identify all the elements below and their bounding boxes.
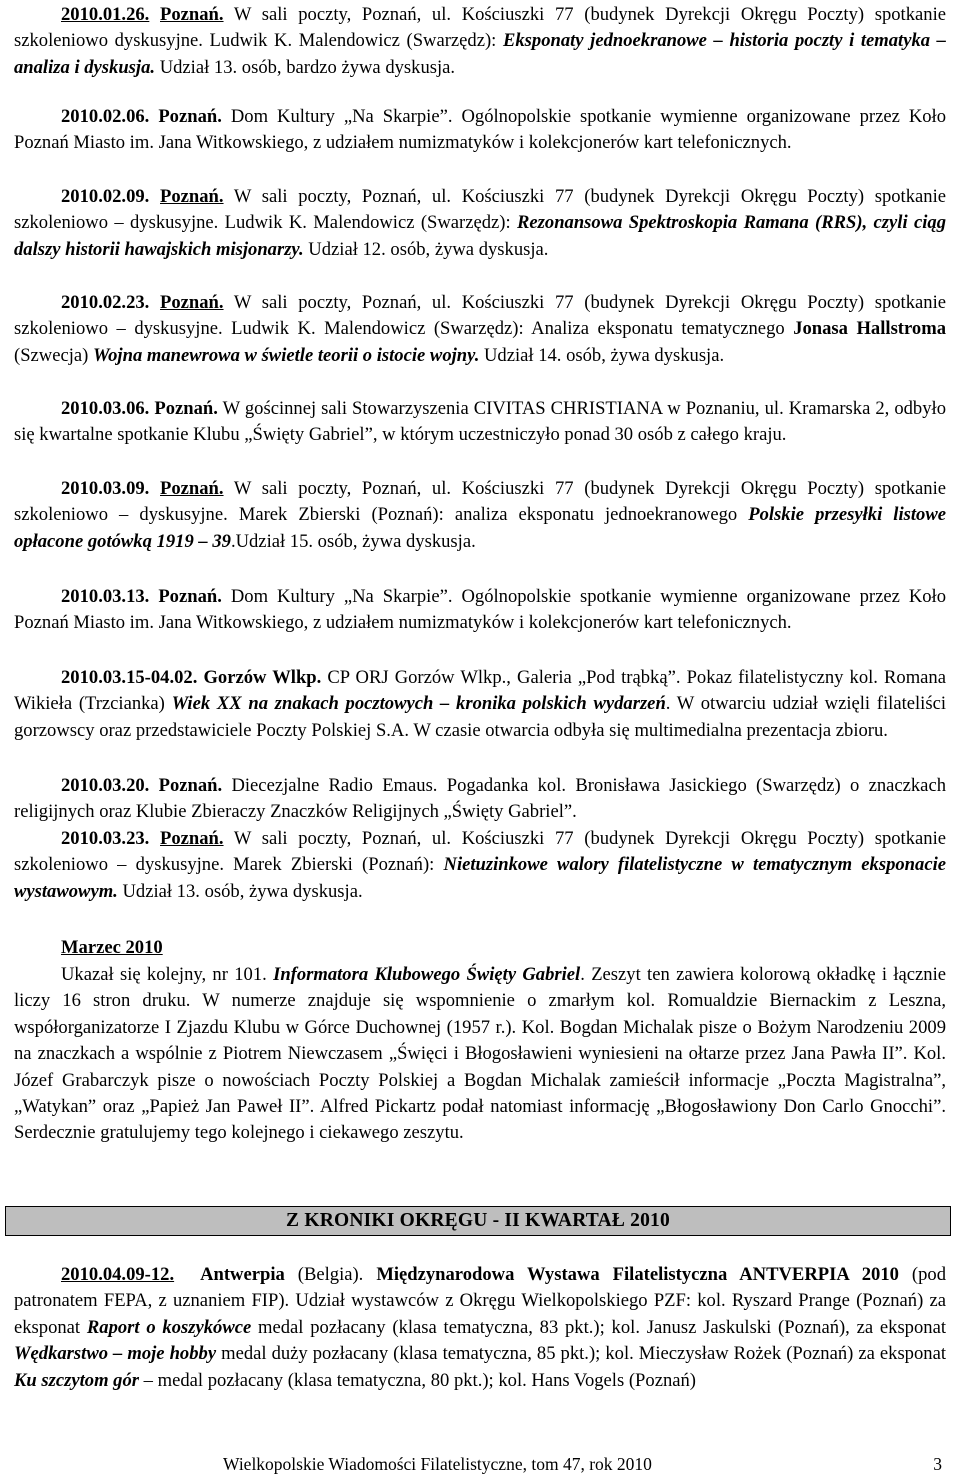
chronicle-entry: [14, 104, 946, 157]
entry-text: W sali poczty, Poznań, ul. Kościuszki 77 (budynek Dyrekcji Okręgu Poczty) spotkanie szkoleniowo – dyskusyjne. Ludwik K. Malendowicz (Swarzędz): Analiza eksponatu tematycznego: [14, 292, 946, 340]
entry-text: Dom Kultury „Na Skarpie”. Ogólnopolskie spotkanie wymienne organizowane przez Koło Poznań Miasto im. Jana Witkowskiego, z udziałem numizmatyków i kolekcjonerów kart telefonicznych.: [14, 106, 947, 154]
march-paragraph: [14, 962, 946, 1147]
journal-title: Wielkopolskie Wiadomości Filatelistyczne, tom 47, rok 2010: [223, 1454, 652, 1474]
entry-place: Poznań.: [158, 106, 222, 127]
entry-date: 2010.03.15-04.02.: [61, 667, 198, 688]
chronicle-entry: [14, 584, 946, 637]
page-footer: [0, 1452, 960, 1476]
entry-date: 2010.03.09.: [61, 478, 150, 499]
entry-text: medal pozłacany (klasa tematyczna, 83 pkt.); kol. Janusz Jaskulski (Poznań), za eksponat: [251, 1316, 946, 1338]
entry-title: Eksponaty jednoekranowe – historia poczty i tematyka – analiza i dyskusja.: [14, 30, 946, 78]
entry-text: Dom Kultury „Na Skarpie”. Ogólnopolskie spotkanie wymienne organizowane przez Koło Poznań Miasto im. Jana Witkowskiego, z udziałem numizmatyków i kolekcjonerów kart telefonicznych.: [14, 586, 947, 634]
march-body: . Zeszyt ten zawiera kolorową okładkę i łącznie liczy 16 stron druku. W numerze znajduje się wspomnienie o zmarłym kol. Romualdzie Biernackim z Leszna, współorganizatorze I Zjazdu Klubu w Górce Duchownej (1957 r.). Kol. Bogdan Michalak pisze o Bożym Narodzeniu 2009 na znaczkach a wspólnie z Piotrem Niewczasem „Święci i Błogosławieni wyniesieni na ołtarze przez Jana Pawła II”. Kol. Józef Grabarczyk pisze o nowościach Poczty Polskiej a Bogdan Michalak zamieścił informacje „Poczta Magistralna”, „Watykan” oraz „Papież Jan Paweł II”. Alfred Pickartz podał natomiast informację „Błogosławiony Don Carlo Gnocchi”. Serdecznie gratulujemy tego kolejnego i ciekawego zeszytu.: [14, 964, 946, 1144]
chronicle-entry: [14, 290, 946, 369]
march-intro: Ukazał się kolejny, nr 101.: [61, 964, 274, 985]
entry-date: 2010.03.06.: [61, 398, 150, 419]
entry-text: W sali poczty, Poznań, ul. Kościuszki 77 (budynek Dyrekcji Okręgu Poczty) spotkanie szkoleniowo dyskusyjne. Ludwik K. Malendowicz (Swarzędz):: [14, 4, 946, 52]
entry-date: 2010.02.06.: [61, 106, 150, 127]
entry-place: Antwerpia: [200, 1264, 285, 1285]
entry-text: W sali poczty, Poznań, ul. Kościuszki 77 (budynek Dyrekcji Okręgu Poczty) spotkanie szkoleniowo – dyskusyjne. Marek Zbierski (Poznań): analiza eksponatu jednoekranowego: [14, 478, 946, 526]
month-heading: Marzec 2010: [61, 937, 163, 958]
entry-title: Wojna manewrowa w świetle teorii o istocie wojny.: [92, 344, 480, 366]
entry-text: W sali poczty, Poznań, ul. Kościuszki 77 (budynek Dyrekcji Okręgu Poczty) spotkanie szkoleniowo – dyskusyjne. Marek Zbierski (Poznań):: [14, 828, 946, 876]
entry-place: Poznań.: [160, 292, 224, 313]
entry-date: 2010.03.23.: [61, 828, 150, 849]
entry-title: Rezonansowa Spektroskopia Ramana (RRS), czyli ciąg dalszy historii hawajskich misjonarzy.: [14, 212, 946, 260]
entry-text: (Belgia).: [284, 1264, 377, 1285]
entry-date: 2010.04.09-12.: [61, 1264, 175, 1285]
entry-tail: . W otwarciu udział wzięli filateliści gorzowscy oraz przedstawiciele Poczty Polskiej S.A. W czasie otwarcia odbyła się multimedialna prezentacja zbioru.: [14, 693, 946, 741]
entry-place: Poznań.: [154, 398, 218, 419]
entry-place: Gorzów Wlkp.: [203, 667, 322, 688]
chronicle-entry: [14, 1262, 946, 1394]
entry-place: Poznań.: [160, 186, 224, 207]
entry-tail: Udział 13. osób, bardzo żywa dyskusja.: [155, 56, 456, 78]
entry-title: Nietuzinkowe walory filatelistyczne w tematycznym eksponacie wystawowym.: [14, 854, 946, 902]
chronicle-entry: [14, 2, 946, 81]
entry-title: Wiek XX na znakach pocztowych – kronika polskich wydarzeń: [171, 693, 666, 715]
entry-place: Poznań.: [160, 828, 224, 849]
entry-title: Polskie przesyłki listowe opłacone gotówką 1919 – 39: [14, 504, 946, 552]
bulletin-title: Informatora Klubowego Święty Gabriel: [273, 964, 581, 985]
chronicle-entry: [14, 826, 946, 905]
exhibit-title: Ku szczytom gór: [14, 1369, 140, 1391]
exhibition-name: Międzynarodowa Wystawa Filatelistyczna ANTVERPIA 2010: [376, 1264, 899, 1285]
page-number: 3: [933, 1454, 942, 1474]
entry-place: Poznań.: [158, 775, 223, 796]
entry-place: Poznań.: [158, 586, 222, 607]
entry-person: Jonasa Hallstroma: [793, 318, 946, 340]
entry-date: 2010.02.23.: [61, 292, 150, 313]
entry-text: – medal pozłacany (klasa tematyczna, 80 pkt.); kol. Hans Vogels (Poznań): [139, 1369, 696, 1391]
entry-date: 2010.03.13.: [61, 586, 150, 607]
chronicle-entry: [14, 665, 946, 744]
entry-mid: (Szwecja): [14, 344, 93, 366]
chronicle-entry: [14, 476, 946, 555]
entry-text: W sali poczty, Poznań, ul. Kościuszki 77 (budynek Dyrekcji Okręgu Poczty) spotkanie szkoleniowo – dyskusyjne. Ludwik K. Malendowicz (Swarzędz):: [14, 186, 946, 234]
entry-text: (pod patronatem FEPA, z uznaniem FIP). Udział wystawców z Okręgu Wielkopolskiego PZF: kol. Ryszard Prange (Poznań) za eksponat: [14, 1264, 947, 1338]
entry-text: medal duży pozłacany (klasa tematyczna, 85 pkt.); kol. Mieczysław Rożek (Poznań) za eksponat: [216, 1343, 946, 1365]
chronicle-entry: [14, 773, 946, 826]
entry-text: CP ORJ Gorzów Wlkp., Galeria „Pod trąbką”. Pokaz filatelistyczny kol. Romana Wikieła (Trzcianka): [14, 667, 946, 715]
entry-tail: Udział 13. osób, żywa dyskusja.: [117, 880, 363, 902]
section-title: Z KRONIKI OKRĘGU - II KWARTAŁ 2010: [286, 1210, 670, 1231]
entry-text: Diecezjalne Radio Emaus. Pogadanka kol. Bronisława Jasickiego (Swarzędz) o znaczkach religijnych oraz Klubie Zbieraczy Znaczków Religijnych „Święty Gabriel”.: [14, 775, 946, 823]
entry-tail: Udział 14. osób, żywa dyskusja.: [479, 344, 725, 366]
section-header: [5, 1206, 951, 1236]
entry-place: Poznań.: [160, 478, 224, 499]
entry-place: Poznań.: [160, 4, 224, 25]
chronicle-entry: [14, 396, 946, 449]
entry-date: 2010.01.26.: [61, 4, 150, 25]
chronicle-entry: [14, 184, 946, 263]
entry-text: W gościnnej sali Stowarzyszenia CIVITAS CHRISTIANA w Poznaniu, ul. Kramarska 2, odbyło się kwartalne spotkanie Klubu „Święty Gabriel”, w którym uczestniczyło ponad 30 osób z całego kraju.: [14, 398, 946, 446]
entry-tail: .Udział 15. osób, żywa dyskusja.: [230, 530, 476, 552]
entry-date: 2010.03.20.: [61, 775, 150, 796]
exhibit-title: Wędkarstwo – moje hobby: [14, 1343, 217, 1365]
exhibit-title: Raport o koszykówce: [86, 1316, 252, 1338]
entry-date: 2010.02.09.: [61, 186, 150, 207]
entry-tail: Udział 12. osób, żywa dyskusja.: [303, 238, 549, 260]
